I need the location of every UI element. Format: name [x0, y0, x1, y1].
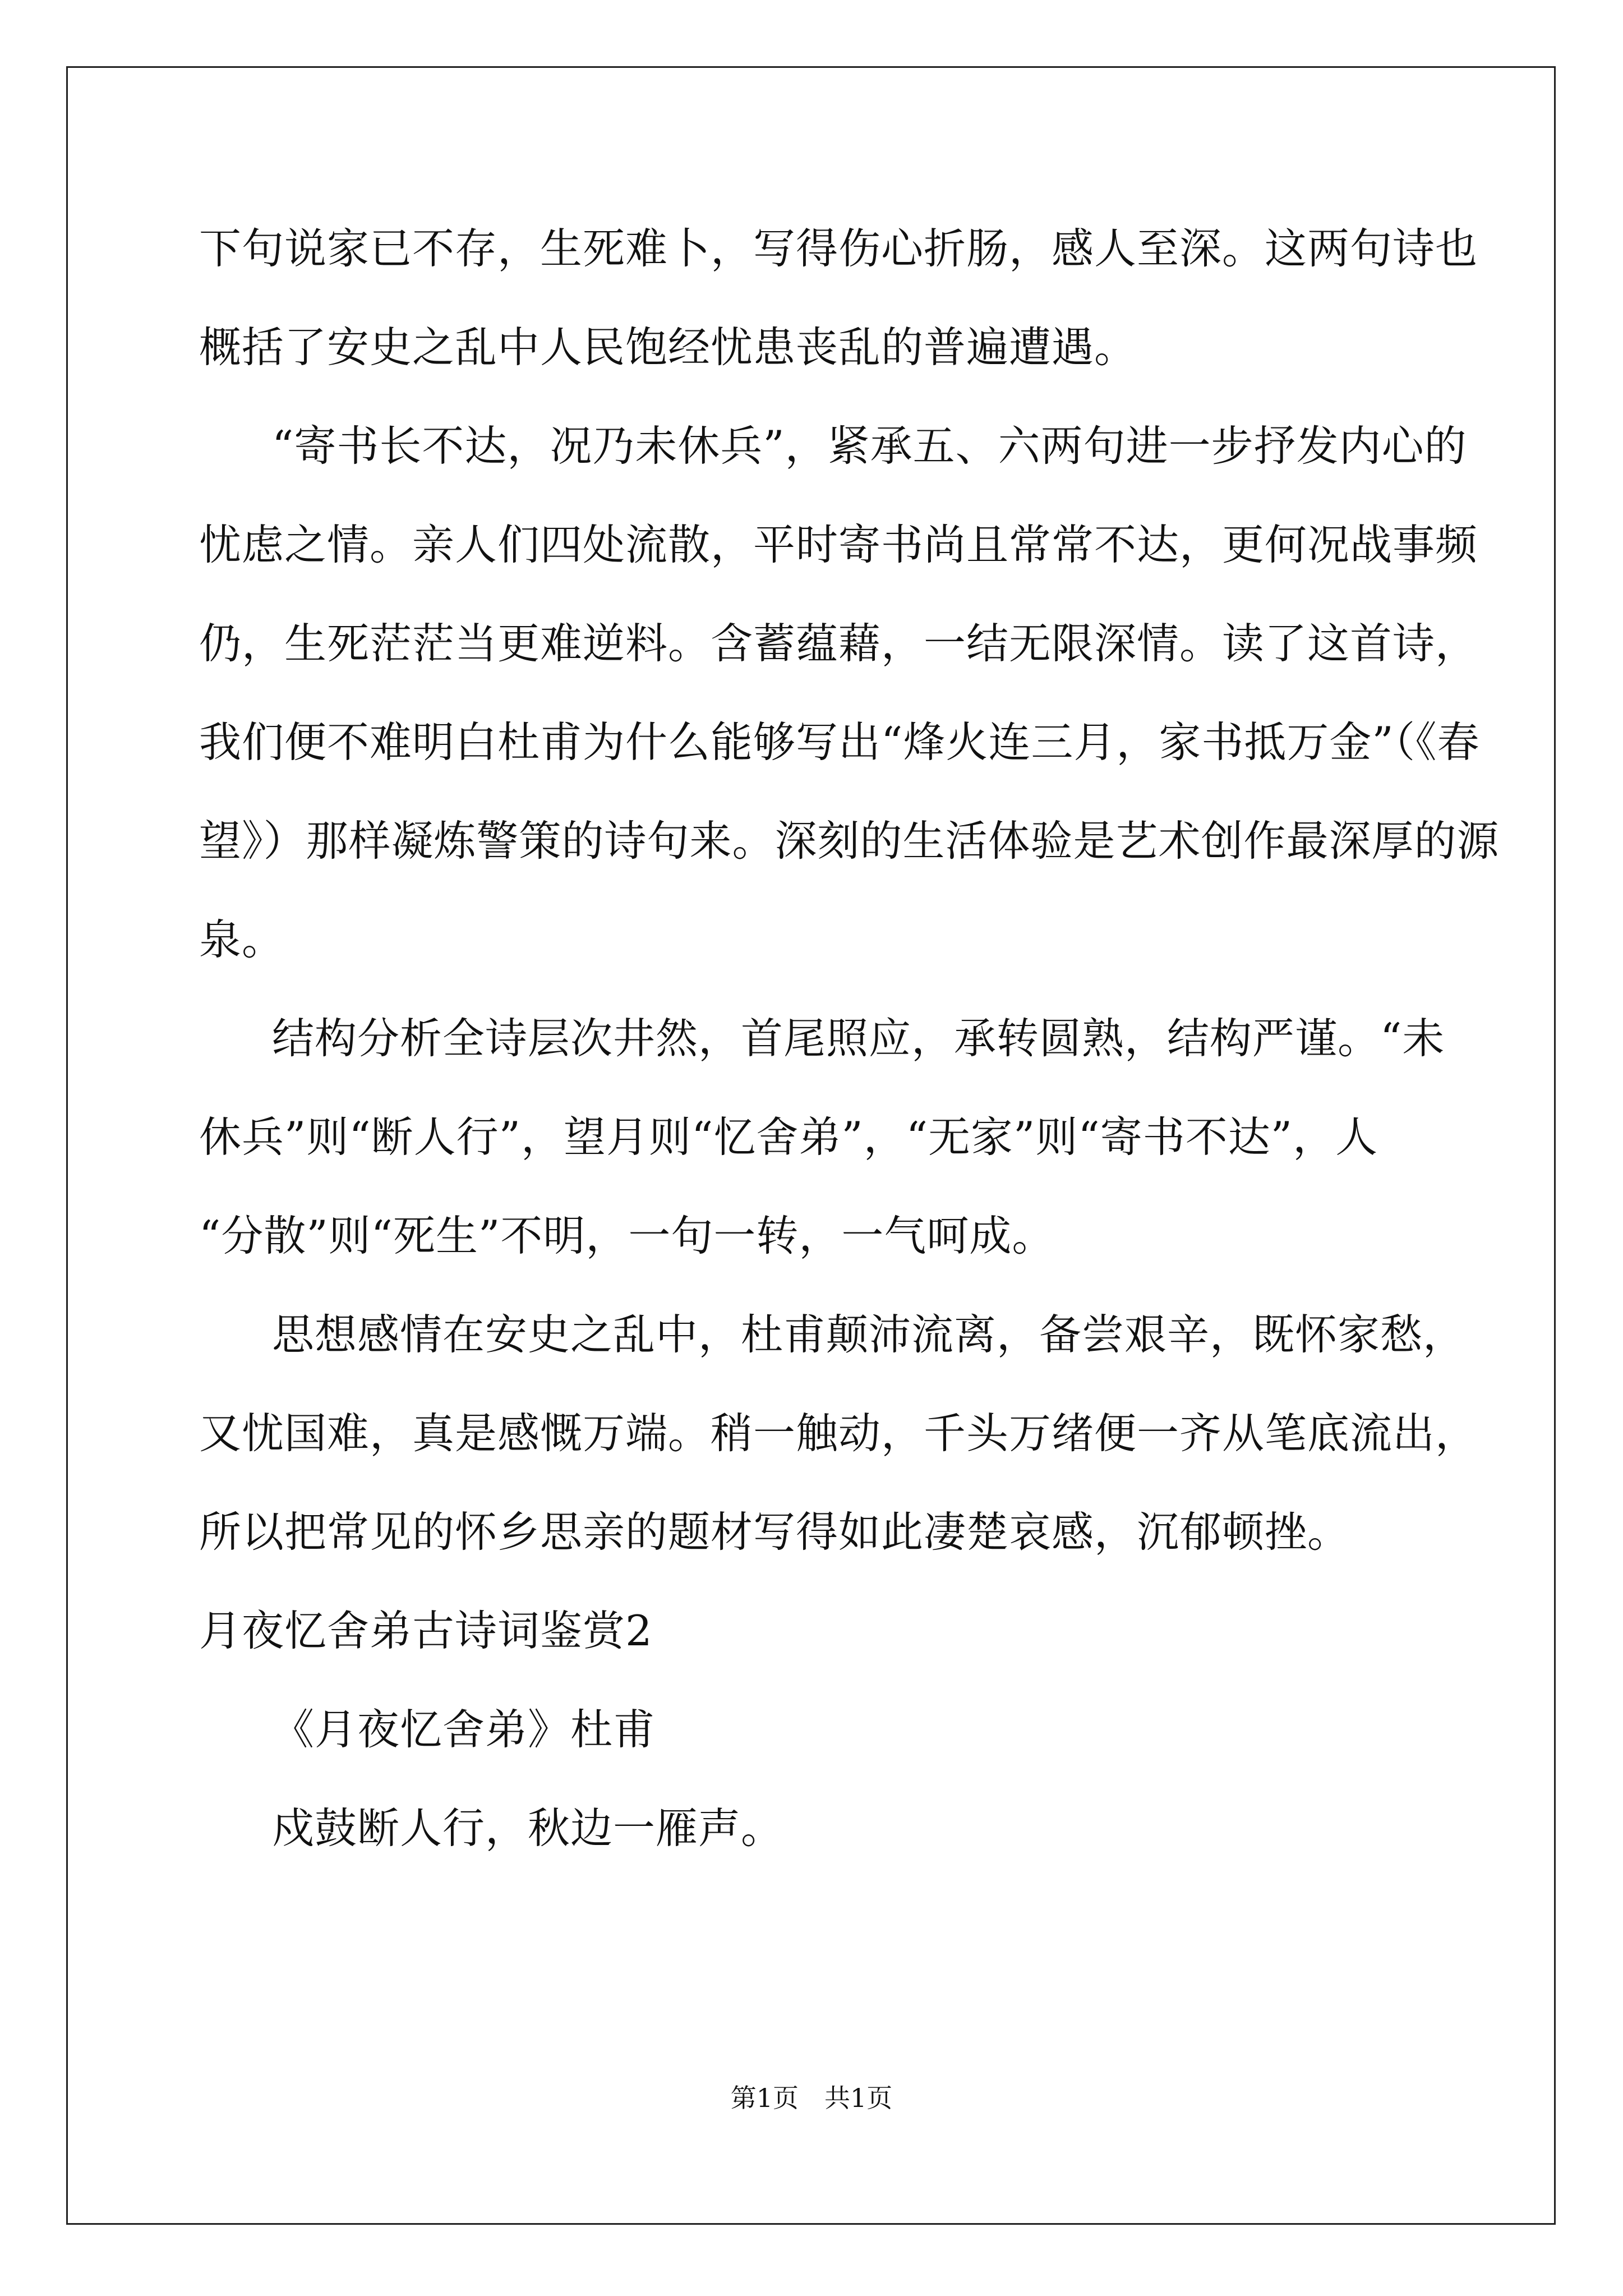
- paragraph-3-line-1: 结构分析全诗层次井然，首尾照应，承转圆熟，结构严谨。“未: [272, 1014, 1445, 1063]
- paragraph-4-line-3: 所以把常见的怀乡思亲的题材写得如此凄楚哀感，沉郁顿挫。: [199, 1507, 1350, 1557]
- paragraph-2-line-6: 泉。: [199, 915, 285, 964]
- section-title: 月夜忆舍弟古诗词鉴赏2: [199, 1606, 653, 1655]
- poem-title: 《月夜忆舍弟》杜甫: [272, 1705, 656, 1754]
- paragraph-2-line-2: 忧虑之情。亲人们四处流散，平时寄书尚且常常不达，更何况战事频: [199, 520, 1478, 569]
- paragraph-3-line-2: 休兵”则“断人行”，望月则“忆舍弟”，“无家”则“寄书不达”，人: [199, 1112, 1378, 1162]
- poem-line-1: 戍鼓断人行，秋边一雁声。: [272, 1803, 784, 1853]
- paragraph-1-line-2: 概括了安史之乱中人民饱经忧患丧乱的普遍遭遇。: [199, 323, 1137, 372]
- paragraph-2-line-3: 仍，生死茫茫当更难逆料。含蓄蕴藉，一结无限深情。读了这首诗，: [199, 619, 1478, 668]
- paragraph-4-line-1: 思想感情在安史之乱中，杜甫颠沛流离，备尝艰辛，既怀家愁，: [272, 1310, 1466, 1359]
- paragraph-2-line-1: “寄书长不达，况乃未休兵”，紧承五、六两句进一步抒发内心的: [272, 421, 1467, 471]
- paragraph-3-line-3: “分散”则“死生”不明，一句一转，一气呵成。: [199, 1211, 1055, 1260]
- paragraph-2-line-4: 我们便不难明白杜甫为什么能够写出“烽火连三月，家书抵万金”（《春: [199, 717, 1480, 767]
- page-number-footer: 第1页 共1页: [730, 2083, 893, 2113]
- paragraph-2-line-5: 望》）那样凝炼警策的诗句来。深刻的生活体验是艺术创作最深厚的源: [199, 816, 1500, 866]
- paragraph-1-line-1: 下句说家已不存，生死难卜，写得伤心折肠，感人至深。这两句诗也: [199, 224, 1478, 273]
- paragraph-4-line-2: 又忧国难，真是感慨万端。稍一触动，千头万绪便一齐从笔底流出，: [199, 1409, 1478, 1458]
